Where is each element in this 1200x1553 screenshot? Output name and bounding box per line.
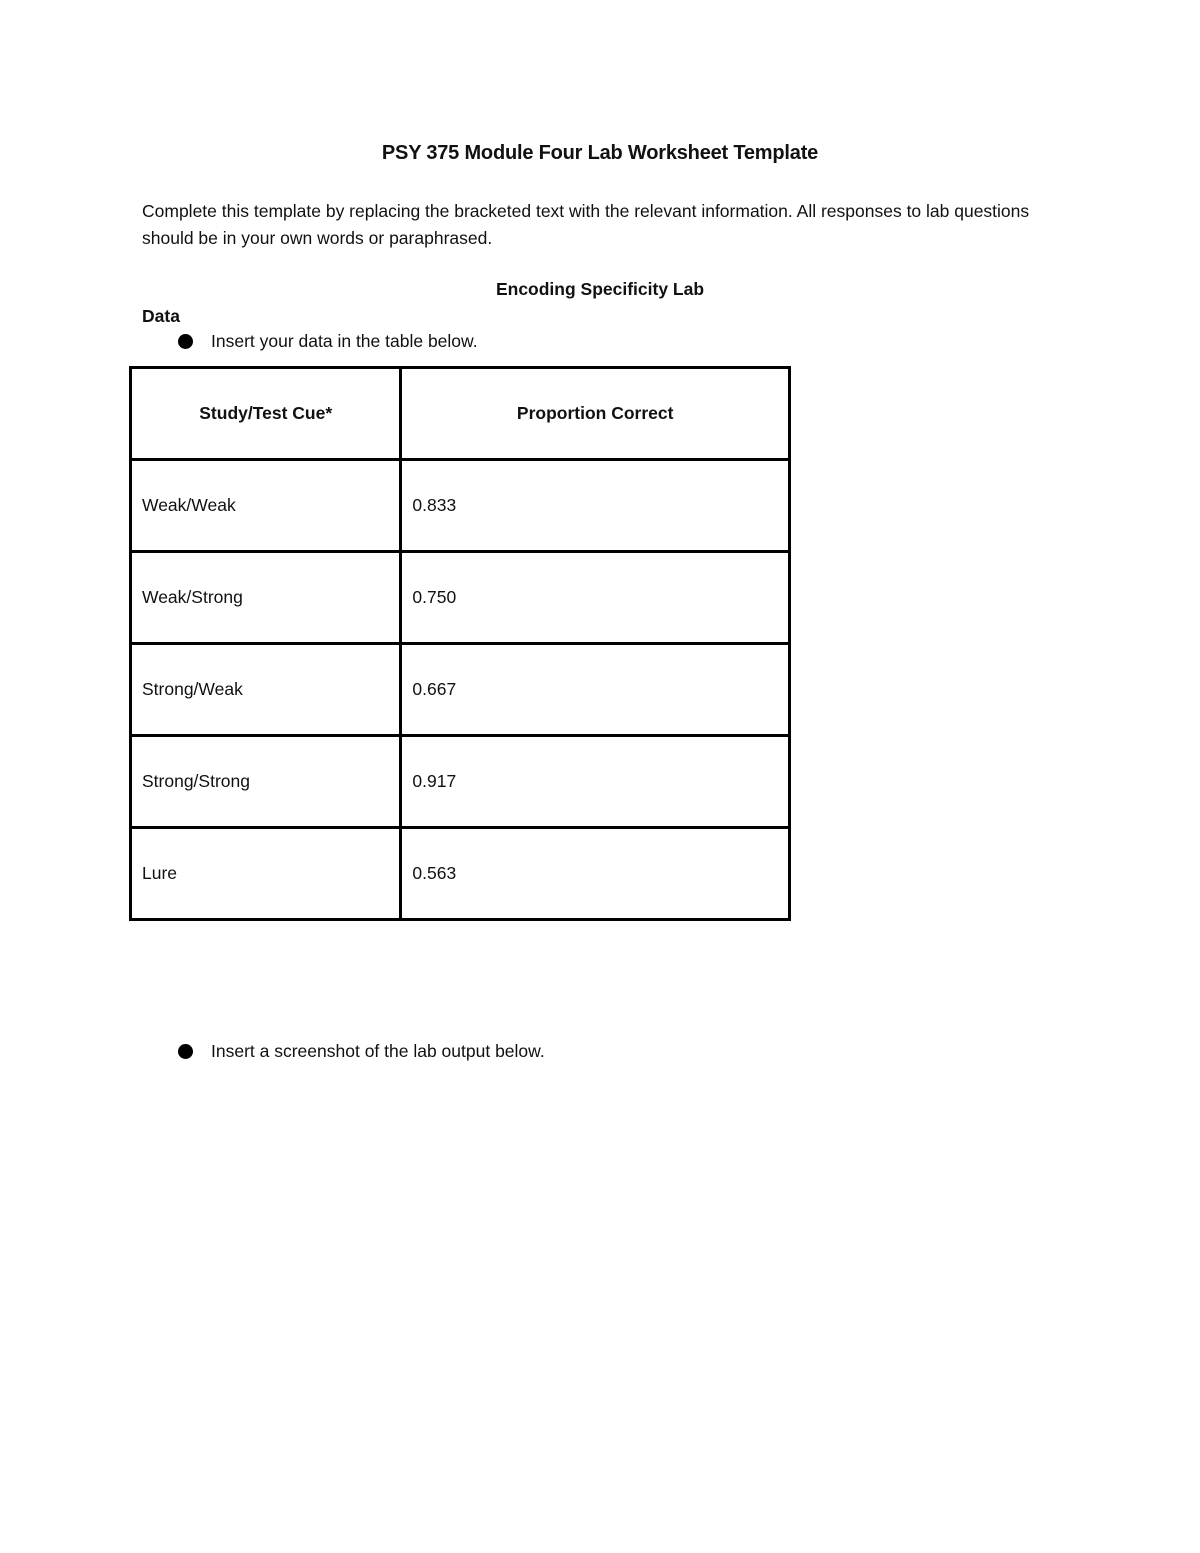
- table-cell: Lure: [131, 828, 401, 920]
- data-heading: Data: [142, 306, 180, 326]
- table-header-cell: Proportion Correct: [401, 368, 790, 460]
- table-cell: 0.917: [401, 736, 790, 828]
- bullet-dot-icon: [178, 1044, 193, 1059]
- bullet-item-table: [178, 331, 478, 352]
- table-cell: 0.667: [401, 644, 790, 736]
- table-row: [131, 552, 790, 644]
- table-cell: 0.563: [401, 828, 790, 920]
- bullet-dot-icon: [178, 334, 193, 349]
- table-row: [131, 460, 790, 552]
- table-cell: 0.750: [401, 552, 790, 644]
- table-row: [131, 828, 790, 920]
- table-cell: Strong/Weak: [131, 644, 401, 736]
- table-header-cell: Study/Test Cue*: [131, 368, 401, 460]
- table-cell: Weak/Strong: [131, 552, 401, 644]
- data-table: [129, 366, 791, 921]
- bullet-text: Insert a screenshot of the lab output below.: [211, 1041, 545, 1061]
- document-title: PSY 375 Module Four Lab Worksheet Template: [381, 142, 819, 164]
- table-cell: 0.833: [401, 460, 790, 552]
- bullet-item-screenshot: [178, 1041, 545, 1062]
- table-cell: Strong/Strong: [131, 736, 401, 828]
- bullet-text: Insert your data in the table below.: [211, 331, 478, 351]
- table-row: [131, 736, 790, 828]
- table-header-row: [131, 368, 790, 460]
- table-cell: Weak/Weak: [131, 460, 401, 552]
- intro-paragraph: Complete this template by replacing the bracketed text with the relevant information. All responses to lab questions should be in your own words or paraphrased.: [142, 201, 1030, 248]
- table-row: [131, 644, 790, 736]
- section-title: Encoding Specificity Lab: [495, 279, 705, 299]
